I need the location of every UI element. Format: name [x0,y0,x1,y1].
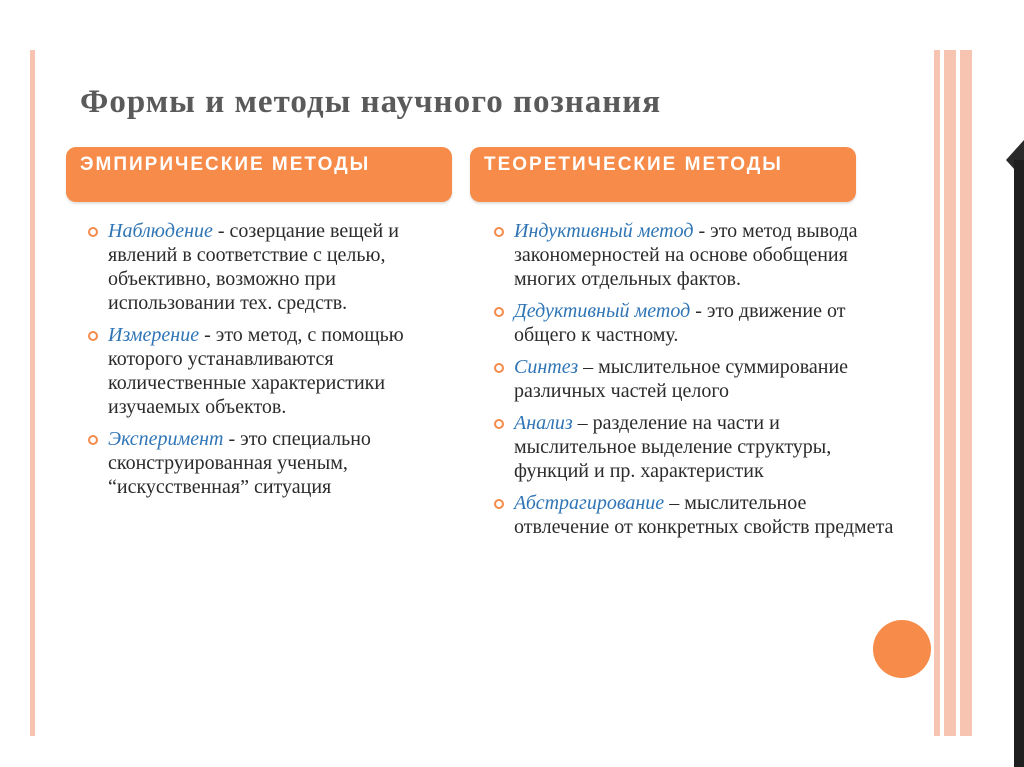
corner-decor-band [1014,160,1024,767]
method-term: Синтез [514,356,579,378]
method-term: Измерение [108,324,200,346]
method-description: – мыслительное отвлечение от конкретных свойств предмета [514,492,894,538]
bullet-icon [494,307,504,317]
method-term: Абстрагирование [514,492,665,514]
method-description: – разделение на части и мыслительное выделение структуры, функций и пр. характеристик [514,412,832,482]
method-description: - это метод вывода закономерностей на основе обобщения многих отдельных фактов. [514,220,858,290]
bullet-icon [88,435,98,445]
theoretical-methods-header: ТЕОРЕТИЧЕСКИЕ МЕТОДЫ [470,147,856,202]
bullet-icon [494,419,504,429]
list-item-synthesis [494,355,894,403]
right-decor-stripe [944,50,956,736]
method-description: – мыслительное суммирование различных частей целого [514,356,849,402]
method-description: - это метод, с помощью которого устанавливаются количественные характеристики изучаемых объектов. [108,324,404,418]
decor-circle [873,620,931,678]
bullet-icon [494,227,504,237]
bullet-icon [88,331,98,341]
list-item-experiment [88,427,428,499]
method-term: Наблюдение [108,220,213,242]
left-decor-stripe [30,50,35,736]
list-item-deduction [494,299,894,347]
method-term: Дедуктивный метод [514,300,691,322]
list-item-abstraction [494,491,894,539]
method-term: Индуктивный метод [514,220,694,242]
theoretical-methods-list [494,219,894,547]
method-description: - это движение от общего к частному. [514,300,846,346]
list-item-induction [494,219,894,291]
bullet-icon [494,499,504,509]
method-description: - созерцание вещей и явлений в соответствие с целью, объективно, возможно при использовании тех. средств. [108,220,399,314]
empirical-methods-list [88,219,428,507]
method-description: - это специально сконструированная ученым, “искусственная” ситуация [108,428,371,498]
right-decor-stripe [960,50,972,736]
bullet-icon [88,227,98,237]
right-decor-stripe [934,50,940,736]
list-item-measurement [88,323,428,419]
list-item-observation [88,219,428,315]
list-item-analysis [494,411,894,483]
slide-title: Формы и методы научного познания [80,84,662,120]
bullet-icon [494,363,504,373]
empirical-methods-header: ЭМПИРИЧЕСКИЕ МЕТОДЫ [66,147,452,202]
method-term: Анализ [514,412,573,434]
method-term: Эксперимент [108,428,224,450]
